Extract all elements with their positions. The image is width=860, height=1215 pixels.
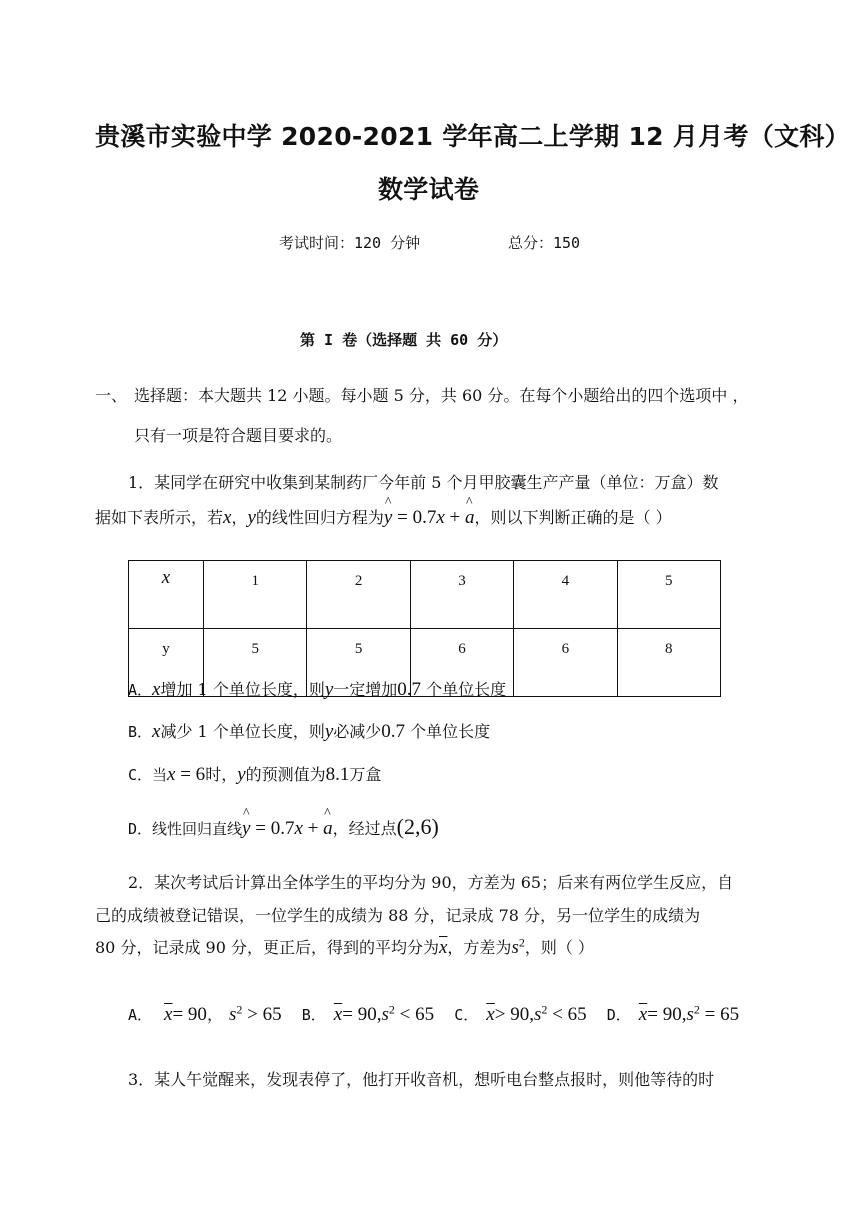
option-text: 万盒 bbox=[349, 765, 382, 784]
var-s: s bbox=[533, 1004, 542, 1025]
option-text: 必减少 bbox=[333, 722, 382, 741]
q1-option-b bbox=[128, 719, 490, 743]
q1-var-x: x bbox=[223, 507, 232, 528]
option-expr: > 90, bbox=[494, 1004, 534, 1025]
table-header-x: x bbox=[129, 561, 204, 629]
option-eq: = 6 bbox=[175, 764, 206, 785]
option-text: 个单位长度 bbox=[405, 722, 491, 741]
q1-line2-text-b: ， bbox=[231, 508, 248, 527]
var-s-sup: 2 bbox=[388, 1002, 395, 1017]
var-yhat: ^ y bbox=[242, 818, 250, 840]
option-rest: > 65 bbox=[242, 1004, 282, 1025]
q1-eq-mid: = 0.7 bbox=[392, 507, 437, 528]
var-xbar: $\overline{x}$ bbox=[438, 937, 448, 958]
var-s: s bbox=[686, 1004, 694, 1025]
option-label: B． bbox=[301, 1006, 326, 1024]
var-s: s bbox=[511, 937, 519, 958]
option-text: 个单位长度 bbox=[421, 680, 507, 699]
q1-line2 bbox=[95, 505, 672, 529]
option-label: D． bbox=[606, 1006, 631, 1024]
q1-line1: 1．某同学在研究中收集到某制药厂今年前 5 个月甲胶囊生产产量（单位：万盒）数 bbox=[128, 473, 719, 492]
option-expr: = 90, bbox=[647, 1004, 687, 1025]
table-cell: 3 bbox=[410, 561, 513, 629]
option-label: A． bbox=[128, 681, 153, 699]
option-number: 0.7 bbox=[381, 721, 406, 742]
table-cell: 1 bbox=[204, 561, 307, 629]
option-text: 一定增加 bbox=[333, 680, 398, 699]
option-text: ，经过点 bbox=[332, 819, 397, 838]
q1-line2-text-d: ，则以下判断正确的是（ ） bbox=[474, 508, 672, 527]
var-s-sup: 2 bbox=[541, 1002, 548, 1017]
var-x: x bbox=[152, 721, 161, 742]
option-rest: < 65 bbox=[394, 1004, 435, 1025]
exam-title-line2: 数学试卷 bbox=[378, 175, 480, 204]
option-label: C． bbox=[454, 1006, 479, 1024]
q1-line2-text-c: 的线性回归方程为 bbox=[255, 508, 384, 527]
q2-line3-text-b: ，方差为 bbox=[447, 938, 512, 957]
table-cell: 8 bbox=[617, 629, 720, 697]
q2-line3 bbox=[95, 935, 594, 959]
option-expr: = 90 bbox=[172, 1004, 207, 1025]
table-cell: 2 bbox=[307, 561, 410, 629]
var-s: s bbox=[228, 1004, 237, 1025]
option-text: 时， bbox=[205, 765, 238, 784]
part-one-marker: 一、 bbox=[95, 386, 128, 405]
var-s-sup: 2 bbox=[693, 1002, 700, 1017]
option-text: 增加 1 个单位长度，则 bbox=[160, 680, 325, 699]
table-cell: 6 bbox=[410, 629, 513, 697]
option-number: 0.7 bbox=[397, 679, 422, 700]
var-y: y bbox=[324, 679, 334, 700]
table-cell: 6 bbox=[514, 629, 617, 697]
exam-time: 考试时间：120 分钟 bbox=[279, 234, 421, 252]
table-header-y: y bbox=[129, 629, 204, 697]
option-eq: + bbox=[302, 818, 324, 839]
q1-option-c bbox=[128, 762, 381, 786]
option-label: A． bbox=[128, 1006, 153, 1024]
var-s: s bbox=[381, 1004, 389, 1025]
option-text: 减少 1 个单位长度，则 bbox=[160, 722, 325, 741]
part-one-instructions-line1: 选择题：本大题共 12 小题。每小题 5 分，共 60 分。在每个小题给出的四个选项中 ， bbox=[134, 386, 749, 405]
option-rest: = 65 bbox=[699, 1004, 740, 1025]
var-xbar: $\overline{x}$ bbox=[486, 1004, 495, 1025]
option-number: 8.1 bbox=[325, 764, 350, 785]
var-xbar: $\overline{x}$ bbox=[164, 1004, 173, 1025]
table-cell: 4 bbox=[514, 561, 617, 629]
q2-options bbox=[128, 1002, 739, 1026]
option-point: (2,6) bbox=[396, 814, 439, 839]
exam-title-line1: 贵溪市实验中学 2020-2021 学年高二上学期 12 月月考（文科） bbox=[95, 122, 850, 151]
option-label: C．当 bbox=[128, 766, 168, 784]
q1-line2-text-a: 据如下表所示，若 bbox=[95, 508, 224, 527]
var-s-sup: 2 bbox=[518, 935, 525, 950]
q1-eq-ahat: ^ a bbox=[465, 507, 475, 529]
table-cell: 5 bbox=[204, 629, 307, 697]
var-xbar: $\overline{x}$ bbox=[638, 1004, 648, 1025]
var-x: x bbox=[152, 679, 161, 700]
q1-option-d bbox=[128, 814, 439, 840]
q2-line3-text-a: 80 分，记录成 90 分，更正后，得到的平均分为 bbox=[95, 938, 439, 957]
total-score: 总分：150 bbox=[508, 234, 581, 252]
q2-line3-text-c: ，则（ ） bbox=[524, 938, 594, 957]
option-expr: = 90, bbox=[342, 1004, 382, 1025]
table-cell: 5 bbox=[617, 561, 720, 629]
q1-eq-x: x bbox=[436, 507, 445, 528]
q3-line1: 3．某人午觉醒来，发现表停了，他打开收音机，想听电台整点报时，则他等待的时 bbox=[128, 1070, 715, 1089]
option-rest: < 65 bbox=[547, 1004, 587, 1025]
part-one-instructions-line2: 只有一项是符合题目要求的。 bbox=[134, 426, 343, 445]
q1-eq-yhat: ^ y bbox=[384, 507, 392, 529]
var-y: y bbox=[237, 764, 246, 785]
var-s-sup: 2 bbox=[236, 1002, 243, 1017]
option-label: D．线性回归直线 bbox=[128, 820, 243, 838]
option-sep: ， bbox=[206, 1005, 223, 1024]
var-xbar: $\overline{x}$ bbox=[333, 1004, 343, 1025]
q2-line1: 2．某次考试后计算出全体学生的平均分为 90，方差为 65；后来有两位学生反应，自 bbox=[128, 873, 734, 892]
var-ahat: ^ a bbox=[323, 818, 333, 840]
q1-var-y: y bbox=[247, 507, 256, 528]
var-y: y bbox=[324, 721, 334, 742]
option-eq: = 0.7 bbox=[250, 818, 295, 839]
table-cell: 5 bbox=[307, 629, 410, 697]
option-label: B． bbox=[128, 723, 153, 741]
q1-eq-plus: + bbox=[444, 507, 465, 528]
q2-line2: 己的成绩被登记错误，一位学生的成绩为 88 分，记录成 78 分，另一位学生的成绩为 bbox=[95, 906, 701, 925]
var-x: x bbox=[167, 764, 176, 785]
section-heading: 第 I 卷（选择题 共 60 分） bbox=[300, 331, 508, 349]
q1-option-a bbox=[128, 677, 506, 701]
var-x: x bbox=[294, 818, 303, 839]
table-row-x bbox=[129, 561, 721, 629]
option-text: 的预测值为 bbox=[245, 765, 326, 784]
